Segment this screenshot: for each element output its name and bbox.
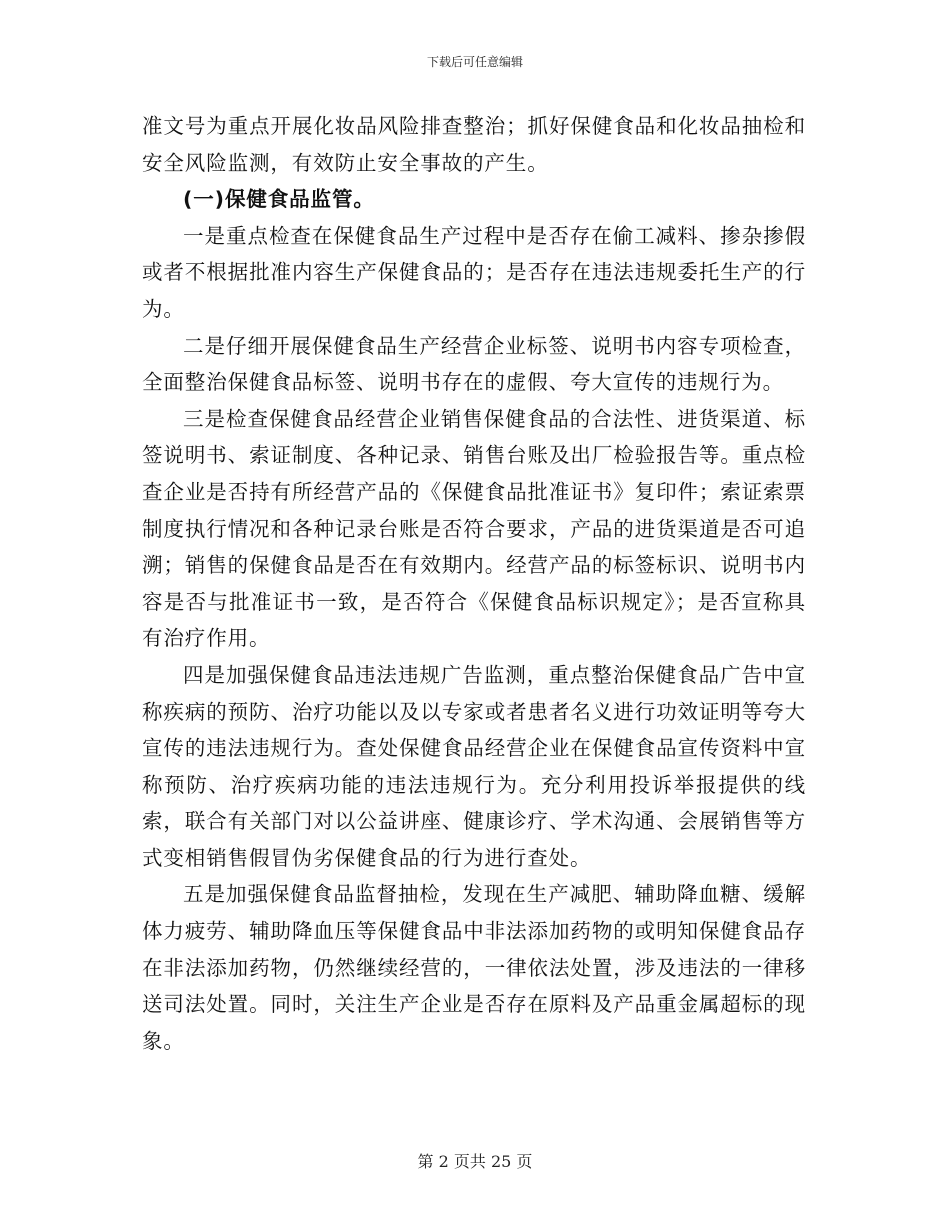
paragraph-continuation: 准文号为重点开展化妆品风险排查整治；抓好保健食品和化妆品抽检和安全风险监测，有效防止安全事故的产生。 xyxy=(142,114,806,175)
page-number: 第 2 页共 25 页 xyxy=(417,1152,533,1171)
paragraph-item-4: 四是加强保健食品违法违规广告监测，重点整治保健食品广告中宣称疾病的预防、治疗功能以及以专家或者患者名义进行功效证明等夸大宣传的违法违规行为。查处保健食品经营企业在保健食品宣传资料中宣称预防、治疗疾病功能的违法违规行为。充分利用投诉举报提供的线索，联合有关部门对以公益讲座、健康诊疗、学术沟通、会展销售等方式变相销售假冒伪劣保健食品的行为进行查处。 xyxy=(142,662,806,870)
paragraph-item-3: 三是检查保健食品经营企业销售保健食品的合法性、进货渠道、标签说明书、索证制度、各种记录、销售台账及出厂检验报告等。重点检查企业是否持有所经营产品的《保健食品批准证书》复印件；索证索票制度执行情况和各种记录台账是否符合要求，产品的进货渠道是否可追溯；销售的保健食品是否在有效期内。经营产品的标签标识、说明书内容是否与批准证书一致，是否符合《保健食品标识规定》；是否宣称具有治疗作用。 xyxy=(142,406,806,651)
paragraph-item-5: 五是加强保健食品监督抽检，发现在生产减肥、辅助降血糖、缓解体力疲劳、辅助降血压等保健食品中非法添加药物的或明知保健食品存在非法添加药物，仍然继续经营的，一律依法处置，涉及违法的一律移送司法处置。同时，关注生产企业是否存在原料及产品重金属超标的现象。 xyxy=(142,882,806,1053)
paragraph-item-2: 二是仔细开展保健食品生产经营企业标签、说明书内容专项检查，全面整治保健食品标签、说明书存在的虚假、夸大宣传的违规行为。 xyxy=(142,333,806,395)
paragraph-item-1: 一是重点检查在保健食品生产过程中是否存在偷工减料、掺杂掺假或者不根据批准内容生产保健食品的；是否存在违法违规委托生产的行为。 xyxy=(142,223,806,321)
section-heading: (一)保健食品监管。 xyxy=(183,187,375,212)
page-header-note: 下载后可任意编辑 xyxy=(426,55,523,69)
document-body xyxy=(142,108,806,1059)
